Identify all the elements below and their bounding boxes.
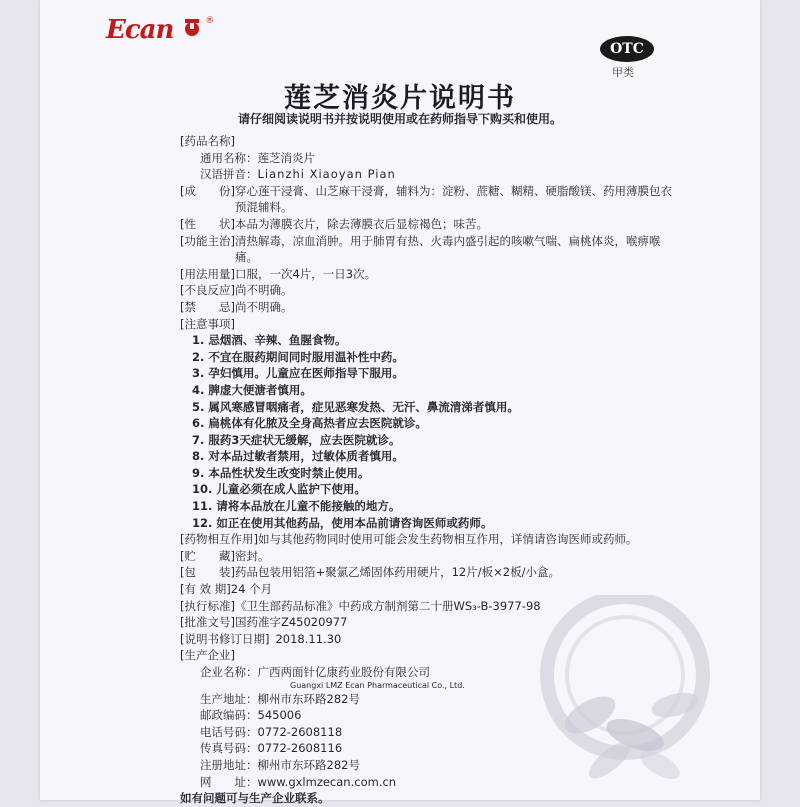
storage-row [180, 548, 680, 565]
registered-address-label: 注册地址： [200, 757, 258, 772]
precaution-item: 4. 脾虚大便溏者慎用。 [192, 382, 312, 397]
fax-label: 传真号码： [200, 741, 258, 756]
composition-label: [成 份] [180, 183, 235, 198]
page-title: 莲芝消炎片说明书 [284, 83, 516, 114]
package-label: [包 装] [180, 565, 235, 580]
brand-logo [106, 10, 214, 50]
precaution-item: 1. 忌烟酒、辛辣、鱼腥食物。 [192, 333, 347, 348]
adverse-reaction-row [180, 282, 680, 299]
storage-label: [贮 藏] [180, 548, 235, 563]
precaution-item: 9. 本品性状发生改变时禁止使用。 [192, 465, 370, 480]
dosage-value: 口服，一次4片，一日3次。 [234, 266, 377, 281]
page-subtitle: 请仔细阅读说明书并按说明使用或在药师指导下购买和使用。 [237, 112, 562, 126]
validity-row [180, 581, 680, 598]
company-label: 企业名称： [200, 665, 258, 679]
company-row [180, 664, 680, 681]
address-label: 生产地址： [200, 691, 258, 706]
fax-row [180, 740, 680, 757]
precaution-item: 10. 儿童必须在成人监护下使用。 [192, 482, 366, 497]
address-row [180, 691, 680, 708]
approval-label: [批准文号] [180, 615, 235, 630]
approval-row [180, 614, 680, 631]
character-value: 本品为薄膜衣片，除去薄膜衣后显棕褐色；味苦。 [234, 216, 488, 231]
fax-value: 0772-2608116 [257, 741, 343, 756]
leaflet-content [180, 133, 680, 807]
generic-name-value: 莲芝消炎片 [257, 150, 315, 165]
precaution-item: 12. 如正在使用其他药品，使用本品前请咨询医师或药师。 [192, 515, 493, 530]
otc-badge: OTC [600, 36, 654, 62]
precaution-item: 2. 不宜在服药期间同时服用温补性中药。 [192, 349, 404, 364]
standard-row [180, 598, 680, 615]
precaution-item: 11. 请将本品放在儿童不能接触的地方。 [192, 499, 401, 514]
website-row [180, 774, 680, 791]
address-value: 柳州市东环路282号 [257, 691, 360, 706]
contraindication-label: [禁 忌] [180, 299, 235, 314]
dosage-label: [用法用量] [180, 266, 235, 281]
composition-row [180, 183, 680, 216]
adverse-reaction-value: 尚不明确。 [234, 283, 293, 298]
precaution-item: 3. 孕妇慎用。儿童应在医师指导下服用。 [192, 366, 404, 381]
interaction-value: 如与其他药物同时使用可能会发生药物相互作用，详情请咨询医师或药师。 [257, 532, 638, 547]
registered-mark: ® [205, 16, 215, 26]
validity-label: [有 效 期] [180, 582, 231, 597]
standard-value: 《卫生部药品标准》中药成方制剂第二十册WS₃-B-3977-98 [234, 598, 541, 613]
generic-name-row [180, 150, 680, 167]
company-value: 广西两面针亿康药业股份有限公司 [257, 665, 430, 679]
precaution-item: 6. 扁桃体有化脓及全身高热者应去医院就诊。 [192, 416, 427, 431]
registered-address-row [180, 757, 680, 774]
dosage-row [180, 266, 680, 283]
contraindication-row [180, 299, 680, 316]
phone-row [180, 724, 680, 741]
precaution-item: 8. 对本品过敏者禁用，过敏体质者慎用。 [192, 449, 404, 464]
interaction-row [180, 531, 680, 548]
precautions-header: [注意事项] [180, 316, 235, 331]
approval-value: 国药准字Z45020977 [234, 615, 348, 630]
company-en-row [180, 681, 680, 691]
standard-label: [执行标准] [180, 598, 235, 613]
drug-name-header: [药品名称] [180, 134, 235, 148]
website-label: 网 址： [200, 774, 258, 789]
indication-value: 清热解毒，凉血消肿。用于肺胃有热、火毒内盛引起的咳嗽气喘、扁桃体炎，喉痹喉痛。 [234, 233, 661, 265]
interaction-label: [药物相互作用] [180, 532, 258, 547]
indication-row [180, 233, 680, 266]
storage-value: 密封。 [234, 548, 270, 563]
postcode-label: 邮政编码： [200, 708, 258, 723]
package-value: 药品包装用铝箔+聚氯乙烯固体药用硬片，12片/板×2板/小盒。 [234, 565, 560, 580]
revision-date-label: [说明书修订日期] [180, 631, 270, 646]
character-row [180, 216, 680, 233]
manufacturer-header: [生产企业] [180, 648, 235, 663]
contraindication-value: 尚不明确。 [234, 299, 293, 314]
pinyin-row [180, 166, 680, 183]
postcode-row [180, 707, 680, 724]
pinyin-value: Lianzhi Xiaoyan Pian [257, 167, 396, 182]
precaution-item: 7. 服药3天症状无缓解，应去医院就诊。 [192, 432, 401, 447]
character-label: [性 状] [180, 216, 235, 231]
website-value: www.gxlmzecan.com.cn [257, 774, 397, 789]
package-row [180, 564, 680, 581]
composition-value: 穿心莲干浸膏、山芝麻干浸膏，辅料为：淀粉、蔗糖、糊精、硬脂酸镁、药用薄膜包衣预混辅料。 [234, 183, 672, 215]
revision-date-row [180, 631, 680, 648]
brand-emblem-icon [179, 15, 205, 37]
registered-address-value: 柳州市东环路282号 [257, 757, 360, 772]
precaution-item: 5. 属风寒感冒咽痛者，症见恶寒发热、无汗、鼻流清涕者慎用。 [192, 399, 519, 414]
generic-name-label: 通用名称： [200, 150, 258, 165]
validity-value: 24 个月 [230, 582, 273, 597]
adverse-reaction-label: [不良反应] [180, 283, 235, 298]
indication-label: [功能主治] [180, 233, 235, 248]
phone-value: 0772-2608118 [257, 724, 343, 739]
revision-date-value: 2018.11.30 [275, 631, 342, 646]
otc-class-label: 甲类 [612, 66, 634, 79]
postcode-value: 545006 [257, 708, 302, 723]
pinyin-label: 汉语拼音： [200, 167, 258, 182]
company-en-value: Guangxi LMZ Ecan Pharmaceutical Co., Ltd. [290, 680, 465, 690]
footer-note: 如有问题可与生产企业联系。 [180, 791, 330, 806]
brand-logo-text: Ecan [106, 15, 174, 45]
phone-label: 电话号码： [200, 724, 258, 739]
